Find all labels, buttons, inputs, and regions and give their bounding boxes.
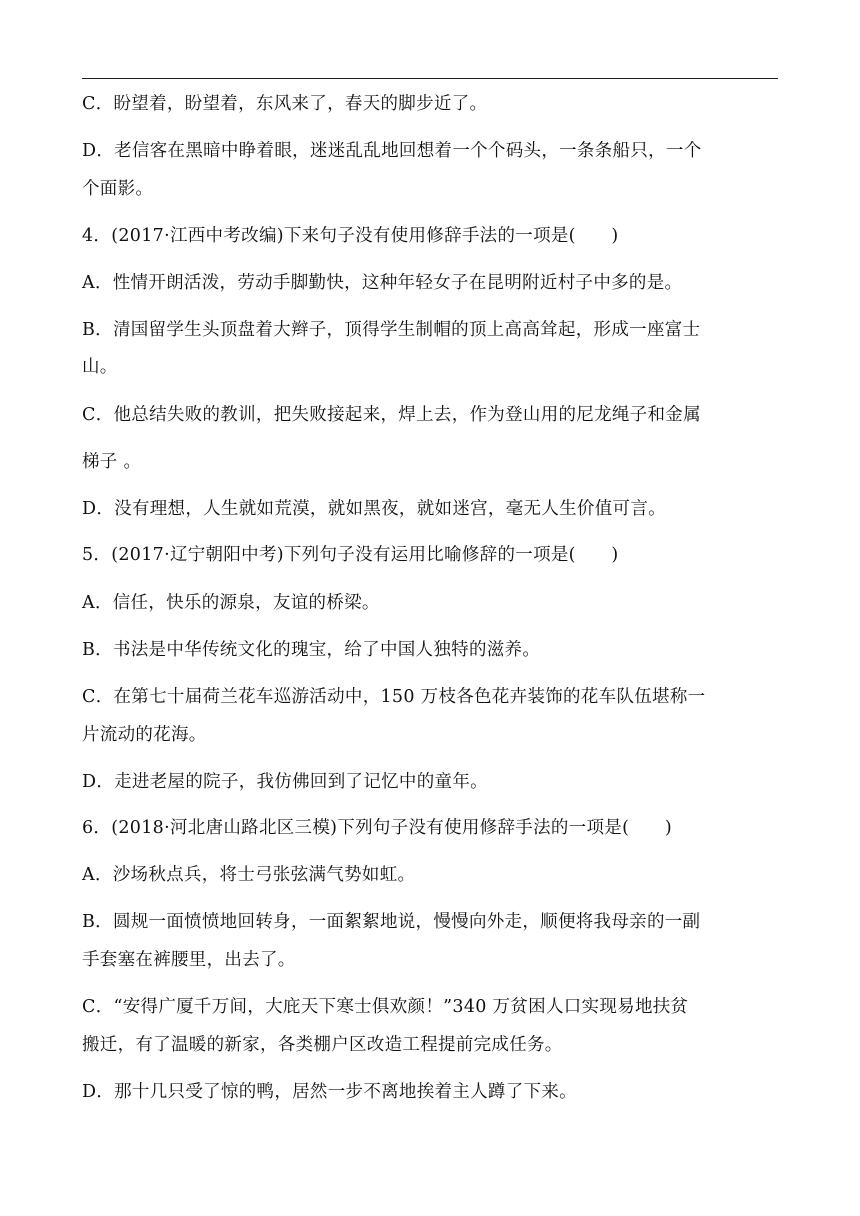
option-d-q6: D．那十几只受了惊的鸭，居然一步不离地挨着主人蹲了下来。 (82, 1082, 577, 1102)
option-a-q4: A．性情开朗活泼，劳动手脚勤快，这种年轻女子在昆明附近村子中多的是。 (82, 273, 683, 293)
question-5: 5．(2017·辽宁朝阳中考)下列句子没有运用比喻修辞的一项是( ) (82, 545, 619, 565)
question-4: 4．(2017·江西中考改编)下来句子没有使用修辞手法的一项是( ) (82, 226, 619, 246)
option-b-q6-line1: B．圆规一面愤愤地回转身，一面絮絮地说，慢慢向外走，顺便将我母亲的一副 (82, 912, 701, 932)
option-c-q5-line1: C．在第七十届荷兰花车巡游活动中，150 万枝各色花卉装饰的花车队伍堪称一 (82, 687, 706, 707)
header-rule (82, 78, 778, 79)
option-c-q5-line2: 片流动的花海。 (82, 725, 207, 745)
option-c-q6-line1: C．“安得广厦千万间，大庇天下寒士俱欢颜！”340 万贫困人口实现易地扶贫 (82, 997, 689, 1017)
option-d-q4: D．没有理想，人生就如荒漠，就如黑夜，就如迷宫，毫无人生价值可言。 (82, 499, 666, 519)
option-a-q6: A．沙场秋点兵，将士弓张弦满气势如虹。 (82, 865, 416, 885)
option-c-q3: C．盼望着，盼望着，东风来了，春天的脚步近了。 (82, 94, 488, 114)
option-d-q3-line1: D．老信客在黑暗中睁着眼，迷迷乱乱地回想着一个个码头，一条条船只，一个 (82, 141, 702, 161)
option-a-q5: A．信任，快乐的源泉，友谊的桥梁。 (82, 593, 380, 613)
option-d-q5: D．走进老屋的院子，我仿佛回到了记忆中的童年。 (82, 772, 488, 792)
option-d-q3-line2: 个面影。 (82, 179, 154, 199)
option-c-q4-line1: C．他总结失败的教训，把失败接起来，焊上去，作为登山用的尼龙绳子和金属 (82, 405, 701, 425)
option-b-q4-line2: 山。 (82, 357, 118, 377)
option-c-q6-line2: 搬迁，有了温暖的新家，各类棚户区改造工程提前完成任务。 (82, 1035, 563, 1055)
option-b-q6-line2: 手套塞在裤腰里，出去了。 (82, 950, 296, 970)
question-6: 6．(2018·河北唐山路北区三模)下列句子没有使用修辞手法的一项是( ) (82, 818, 672, 838)
option-b-q4-line1: B．清国留学生头顶盘着大辫子，顶得学生制帽的顶上高高耸起，形成一座富士 (82, 320, 701, 340)
option-c-q4-line2: 梯子 。 (82, 452, 142, 472)
option-b-q5: B．书法是中华传统文化的瑰宝，给了中国人独特的滋养。 (82, 640, 541, 660)
